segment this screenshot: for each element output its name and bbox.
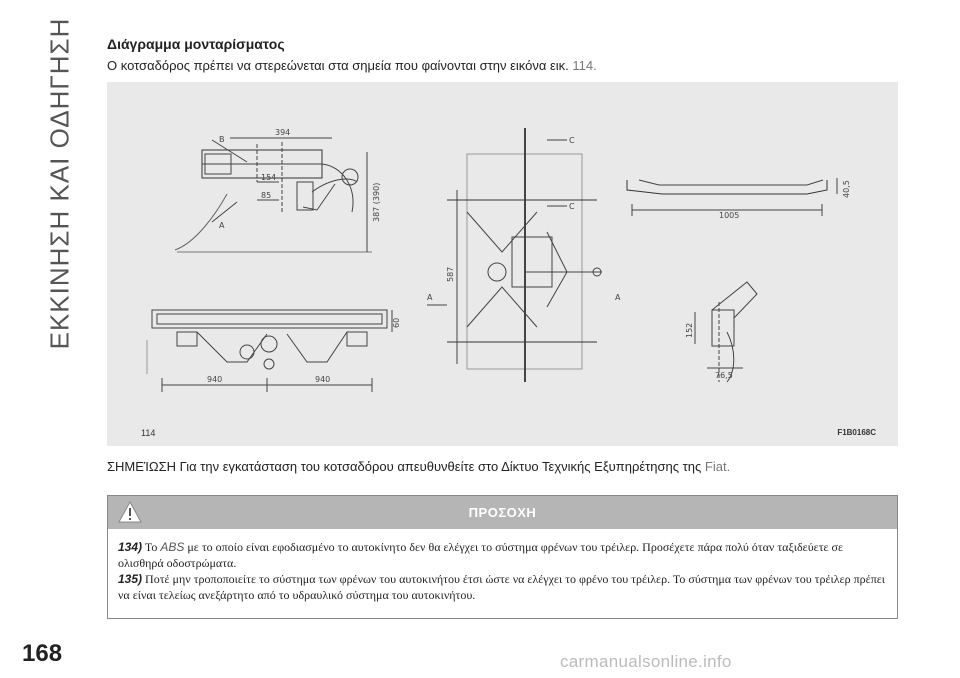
detail-view-drawing <box>695 282 757 382</box>
rear-view-drawing <box>147 310 392 392</box>
warning-item-number: 135) <box>118 572 143 586</box>
chapter-title-text: ΕΚΚΙΝΗΣΗ ΚΑΙ ΟΔΗΓΗΣΗ <box>44 17 75 349</box>
warning-body <box>108 529 897 603</box>
note-text: ΣΗΜΕΊΩΣΗ Για την εγκατάσταση του κοτσαδόρου απευθυνθείτε στο Δίκτυο Τεχνικής Εξυπηρέτησης της <box>107 459 702 474</box>
warning-title: ΠΡΟΣΟΧΗ <box>468 505 537 520</box>
page-number: 168 <box>22 640 63 667</box>
label-a-left: A <box>427 293 433 302</box>
label-c-top: C <box>569 136 575 145</box>
figure-number: 114 <box>141 428 156 438</box>
dimension-154: 154 <box>261 173 277 182</box>
intro-text: Ο κοτσαδόρος πρέπει να στερεώνεται στα σημεία που φαίνονται στην εικόνα εικ. <box>107 58 569 73</box>
watermark: carmanualsonline.info <box>560 652 732 671</box>
figure-reference: 114. <box>572 58 597 73</box>
warning-item-text: Ποτέ μην τροποποιείτε το σύστημα των φρένων του αυτοκινήτου έτσι ώστε να ελέγχει το φρένο του τρέιλερ. Το σύστημα των φρένων του τρέιλερ πρέπει να είναι τελείως ανεξάρτητο από το υδραυλικό σύστημα του αυτοκινήτου. <box>118 572 886 602</box>
warning-item-number: 134) <box>118 540 143 554</box>
mounting-diagram-figure <box>107 82 898 446</box>
section-title: Διάγραμμα μονταρίσματος <box>107 36 285 52</box>
label-a-right: A <box>615 293 621 302</box>
intro-paragraph <box>107 58 597 73</box>
warning-item-135 <box>118 571 887 603</box>
dimension-85: 85 <box>261 191 272 200</box>
warning-box <box>107 495 898 619</box>
warning-abs-term: ABS <box>160 540 185 554</box>
dimension-76-5: 76,5 <box>715 371 733 380</box>
chapter-side-title <box>30 17 90 349</box>
warning-item-text: Το <box>144 540 158 554</box>
figure-code: F1B0168C <box>837 428 876 437</box>
dimension-940-left: 940 <box>207 375 223 384</box>
warning-header <box>108 496 897 529</box>
dimension-40-5: 40,5 <box>842 180 851 198</box>
dimension-152: 152 <box>685 322 694 338</box>
dimension-394: 394 <box>275 128 291 137</box>
warning-triangle-icon <box>118 501 142 523</box>
label-a-side: A <box>219 221 225 230</box>
dimension-60: 60 <box>392 317 401 328</box>
dimension-vertical: 387 (390) <box>372 182 381 222</box>
top-view-drawing <box>427 128 602 382</box>
dimension-1005: 1005 <box>719 211 740 220</box>
note-brand: Fiat. <box>704 459 731 474</box>
side-view-drawing <box>175 138 372 252</box>
dimension-940-right: 940 <box>315 375 331 384</box>
warning-item-text: με το οποίο είναι εφοδιασμένο το αυτοκίνητο δεν θα ελέγχει το σύστημα φρένων του τρέιλερ. Προσέχετε πάρα πολύ όταν ταξιδεύετε σε ολισθηρά οδοστρώματα. <box>118 540 844 570</box>
installation-note <box>107 459 730 474</box>
dimension-587: 587 <box>446 266 455 282</box>
mounting-diagram-drawing <box>107 82 898 446</box>
label-b: B <box>219 135 225 144</box>
warning-item-134 <box>118 539 887 571</box>
label-c-lower: C <box>569 202 575 211</box>
